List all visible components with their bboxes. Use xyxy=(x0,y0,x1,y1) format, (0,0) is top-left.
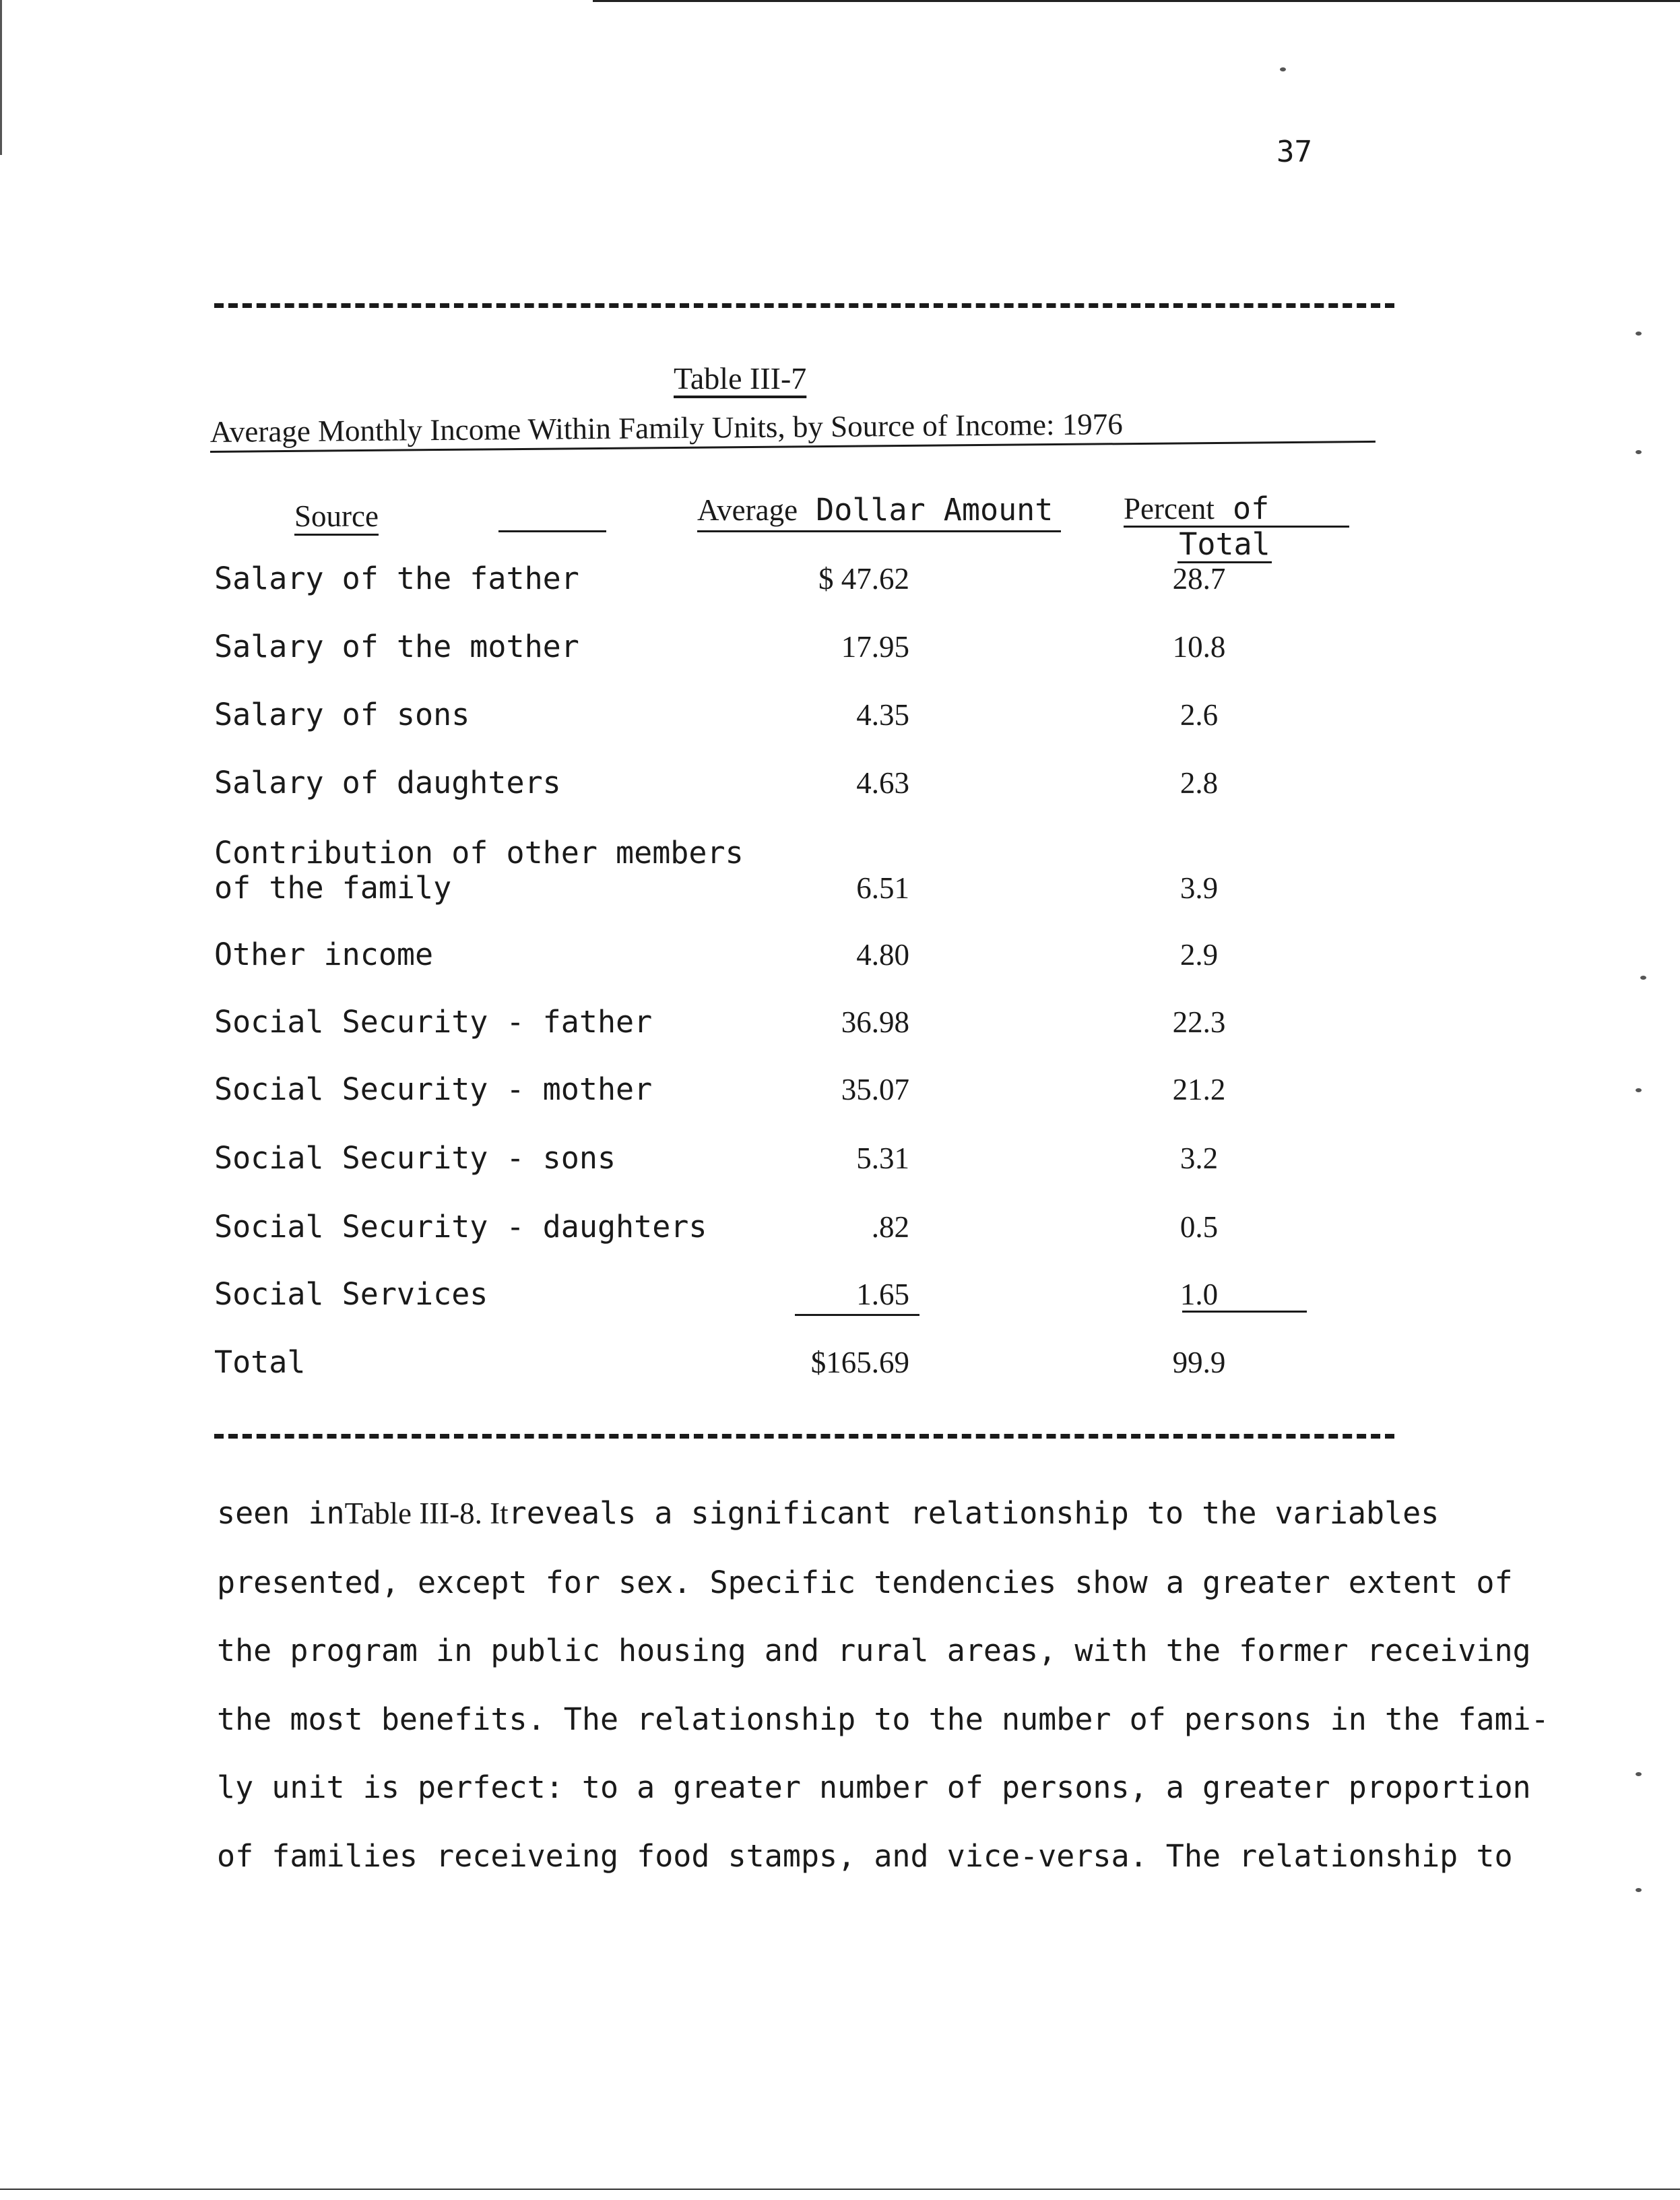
row-percent: 10.8 xyxy=(1172,630,1226,664)
row-amount: 4.35 xyxy=(856,698,909,732)
row-percent: 2.9 xyxy=(1180,938,1219,972)
paragraph-line1-c: It xyxy=(482,1497,509,1530)
row-amount: $ 47.62 xyxy=(818,562,909,596)
row-source: Salary of daughters xyxy=(214,765,561,800)
row-source: Social Security - father xyxy=(214,1004,653,1040)
top-dashed-rule xyxy=(214,303,1394,308)
row-amount: 4.80 xyxy=(856,938,909,972)
paragraph-line xyxy=(217,1479,1483,1548)
subtotal-rule-amount xyxy=(795,1314,919,1316)
column-header-percent xyxy=(1124,492,1349,563)
column-header-source: Source xyxy=(294,499,379,536)
row-source xyxy=(214,836,744,906)
percent-header-part1: Percent xyxy=(1124,492,1215,526)
paragraph-line1-a: seen in xyxy=(217,1495,345,1531)
column-header-amount xyxy=(697,492,1061,532)
page-number: 37 xyxy=(1277,135,1312,169)
row-amount: .82 xyxy=(871,1210,909,1244)
row-source: Salary of the mother xyxy=(214,629,579,664)
subtotal-rule-percent xyxy=(1182,1311,1307,1313)
row-amount: 17.95 xyxy=(841,630,909,664)
row-percent: 3.2 xyxy=(1180,1141,1219,1175)
row-amount: 6.51 xyxy=(856,871,909,905)
scan-speck xyxy=(1280,67,1286,71)
amount-header-part2: Dollar Amount xyxy=(798,492,1054,528)
scan-speck xyxy=(1636,1772,1642,1776)
paragraph-line: the program in public housing and rural areas, with the former receiving xyxy=(217,1633,1531,1668)
table-number: Table III-7 xyxy=(674,361,807,396)
scan-edge-left xyxy=(0,0,2,155)
row-percent: 0.5 xyxy=(1180,1210,1219,1244)
row-amount: 4.63 xyxy=(856,766,909,800)
scan-speck xyxy=(1636,450,1642,454)
row-percent: 1.0 xyxy=(1180,1278,1219,1311)
row-source-line1: Contribution of other members xyxy=(214,835,744,871)
scan-edge-top xyxy=(593,0,1680,2)
row-source: Total xyxy=(214,1344,306,1380)
percent-header-part2: of xyxy=(1214,491,1270,526)
body-paragraph xyxy=(217,1479,1549,1890)
row-percent: 2.8 xyxy=(1180,766,1219,800)
scan-speck xyxy=(1636,332,1642,336)
row-source: Social Security - daughters xyxy=(214,1209,707,1245)
row-source: Salary of the father xyxy=(214,561,579,596)
row-percent: 22.3 xyxy=(1172,1005,1226,1039)
paragraph-line: presented, except for sex. Specific tendencies show a greater extent of xyxy=(217,1564,1513,1600)
row-amount: 5.31 xyxy=(856,1141,909,1175)
percent-header-line1 xyxy=(1124,492,1349,528)
row-source: Other income xyxy=(214,937,434,972)
row-percent: 2.6 xyxy=(1180,698,1219,732)
scan-speck xyxy=(1636,1888,1642,1892)
paragraph-line: of families receiveing food stamps, and vice-versa. The relationship to xyxy=(217,1837,1513,1874)
paragraph-line1-d: reveals a significant relationship to the variables xyxy=(508,1495,1440,1531)
row-percent: 21.2 xyxy=(1172,1073,1226,1106)
row-source: Social Services xyxy=(214,1276,488,1312)
paragraph-line: ly unit is perfect: to a greater number of persons, a greater proportion xyxy=(217,1769,1531,1805)
row-amount: $165.69 xyxy=(810,1346,909,1379)
bottom-dashed-rule xyxy=(214,1434,1394,1439)
row-amount: 36.98 xyxy=(841,1005,909,1039)
row-percent: 3.9 xyxy=(1180,871,1219,905)
row-source: Social Security - mother xyxy=(214,1071,653,1107)
row-amount: 35.07 xyxy=(841,1073,909,1106)
paragraph-line: the most benefits. The relationship to the number of persons in the fami- xyxy=(217,1701,1549,1737)
percent-header-line2: Total xyxy=(1177,528,1272,563)
row-amount: 1.65 xyxy=(856,1278,909,1311)
row-percent: 99.9 xyxy=(1172,1346,1226,1379)
row-percent: 28.7 xyxy=(1172,562,1226,596)
scan-speck xyxy=(1640,976,1646,980)
row-source: Social Security - sons xyxy=(214,1140,616,1176)
scan-speck xyxy=(1636,1088,1642,1092)
scan-edge-bottom xyxy=(0,2189,1680,2190)
source-header-rule xyxy=(498,530,606,532)
paragraph-line1-b: Table III-8. xyxy=(344,1497,482,1530)
row-source: Salary of sons xyxy=(214,697,470,732)
row-source-line2: of the family xyxy=(214,870,452,906)
table-title: Average Monthly Income Within Family Units, by Source of Income: 1976 xyxy=(210,404,1376,453)
amount-header-part1: Average xyxy=(697,493,798,527)
